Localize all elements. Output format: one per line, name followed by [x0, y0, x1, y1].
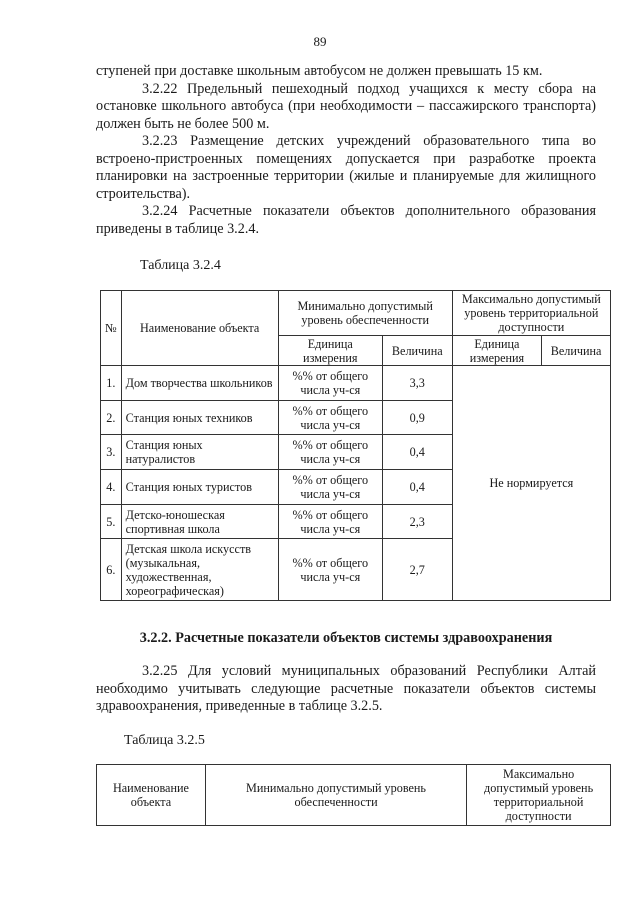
merged-not-regulated: Не нормируется: [452, 366, 610, 601]
body-text-top: [96, 63, 596, 238]
header-max-level: Максимально допустимый уровень территориальной доступности: [467, 765, 611, 826]
table-3-2-4: [100, 290, 611, 601]
row-num: 1.: [101, 366, 122, 401]
section-heading: 3.2.2. Расчетные показатели объектов системы здравоохранения: [139, 630, 553, 646]
paragraph-continuation: ступеней при доставке школьным автобусом не должен превышать 15 км.: [96, 63, 543, 79]
table-caption-3-2-5: Таблица 3.2.5: [124, 733, 205, 748]
row-num: 3.: [101, 435, 122, 470]
row-name: Станция юных натуралистов: [121, 435, 278, 470]
header-name: Наименование объекта: [121, 291, 278, 366]
row-value: 2,3: [382, 505, 452, 539]
row-value: 0,4: [382, 435, 452, 470]
row-unit: %% от общего числа уч-ся: [278, 401, 382, 435]
header-max-level: Максимально допустимый уровень территориальной доступности: [452, 291, 610, 336]
row-unit: %% от общего числа уч-ся: [278, 435, 382, 470]
row-name: Станция юных туристов: [121, 470, 278, 505]
row-unit: %% от общего числа уч-ся: [278, 505, 382, 539]
paragraph-3-2-24: 3.2.24 Расчетные показатели объектов дополнительного образования приведены в таблице 3.2.4.: [96, 203, 596, 237]
row-name: Дом творчества школьников: [121, 366, 278, 401]
table-row: [101, 366, 611, 401]
header-min-level: Минимально допустимый уровень обеспеченности: [205, 765, 466, 826]
header-min-level: Минимально допустимый уровень обеспеченности: [278, 291, 452, 336]
paragraph-3-2-25: 3.2.25 Для условий муниципальных образований Республики Алтай необходимо учитывать следующие расчетные показатели объектов системы здравоохранения, приведенные в таблице 3.2.5.: [96, 663, 596, 714]
row-value: 2,7: [382, 539, 452, 601]
row-name: Детская школа искусств (музыкальная, художественная, хореографическая): [121, 539, 278, 601]
row-unit: %% от общего числа уч-ся: [278, 366, 382, 401]
header-unit-2: Единица измерения: [452, 336, 541, 366]
paragraph-3-2-23: 3.2.23 Размещение детских учреждений образовательного типа во встроено-пристроенных помещениях допускается при разработке проекта планировки на застроенные территории (жилые и планируемые для жилищного строительства).: [96, 133, 596, 202]
row-value: 3,3: [382, 366, 452, 401]
row-num: 2.: [101, 401, 122, 435]
row-name: Детско-юношеская спортивная школа: [121, 505, 278, 539]
row-name: Станция юных техников: [121, 401, 278, 435]
table-caption-3-2-4: Таблица 3.2.4: [140, 258, 221, 273]
header-num: №: [101, 291, 122, 366]
row-num: 4.: [101, 470, 122, 505]
row-value: 0,9: [382, 401, 452, 435]
page-number: 89: [313, 34, 327, 49]
row-value: 0,4: [382, 470, 452, 505]
row-unit: %% от общего числа уч-ся: [278, 539, 382, 601]
body-text-bottom: [96, 663, 596, 716]
header-name: Наименование объекта: [97, 765, 206, 826]
header-value-2: Величина: [542, 336, 611, 366]
row-unit: %% от общего числа уч-ся: [278, 470, 382, 505]
header-value: Величина: [382, 336, 452, 366]
header-unit: Единица измерения: [278, 336, 382, 366]
row-num: 5.: [101, 505, 122, 539]
table-3-2-5: [96, 764, 611, 826]
row-num: 6.: [101, 539, 122, 601]
paragraph-3-2-22: 3.2.22 Предельный пешеходный подход учащихся к месту сбора на остановке школьного автобуса (при необходимости – пассажирского транспорта) должен быть не более 500 м.: [96, 80, 596, 132]
